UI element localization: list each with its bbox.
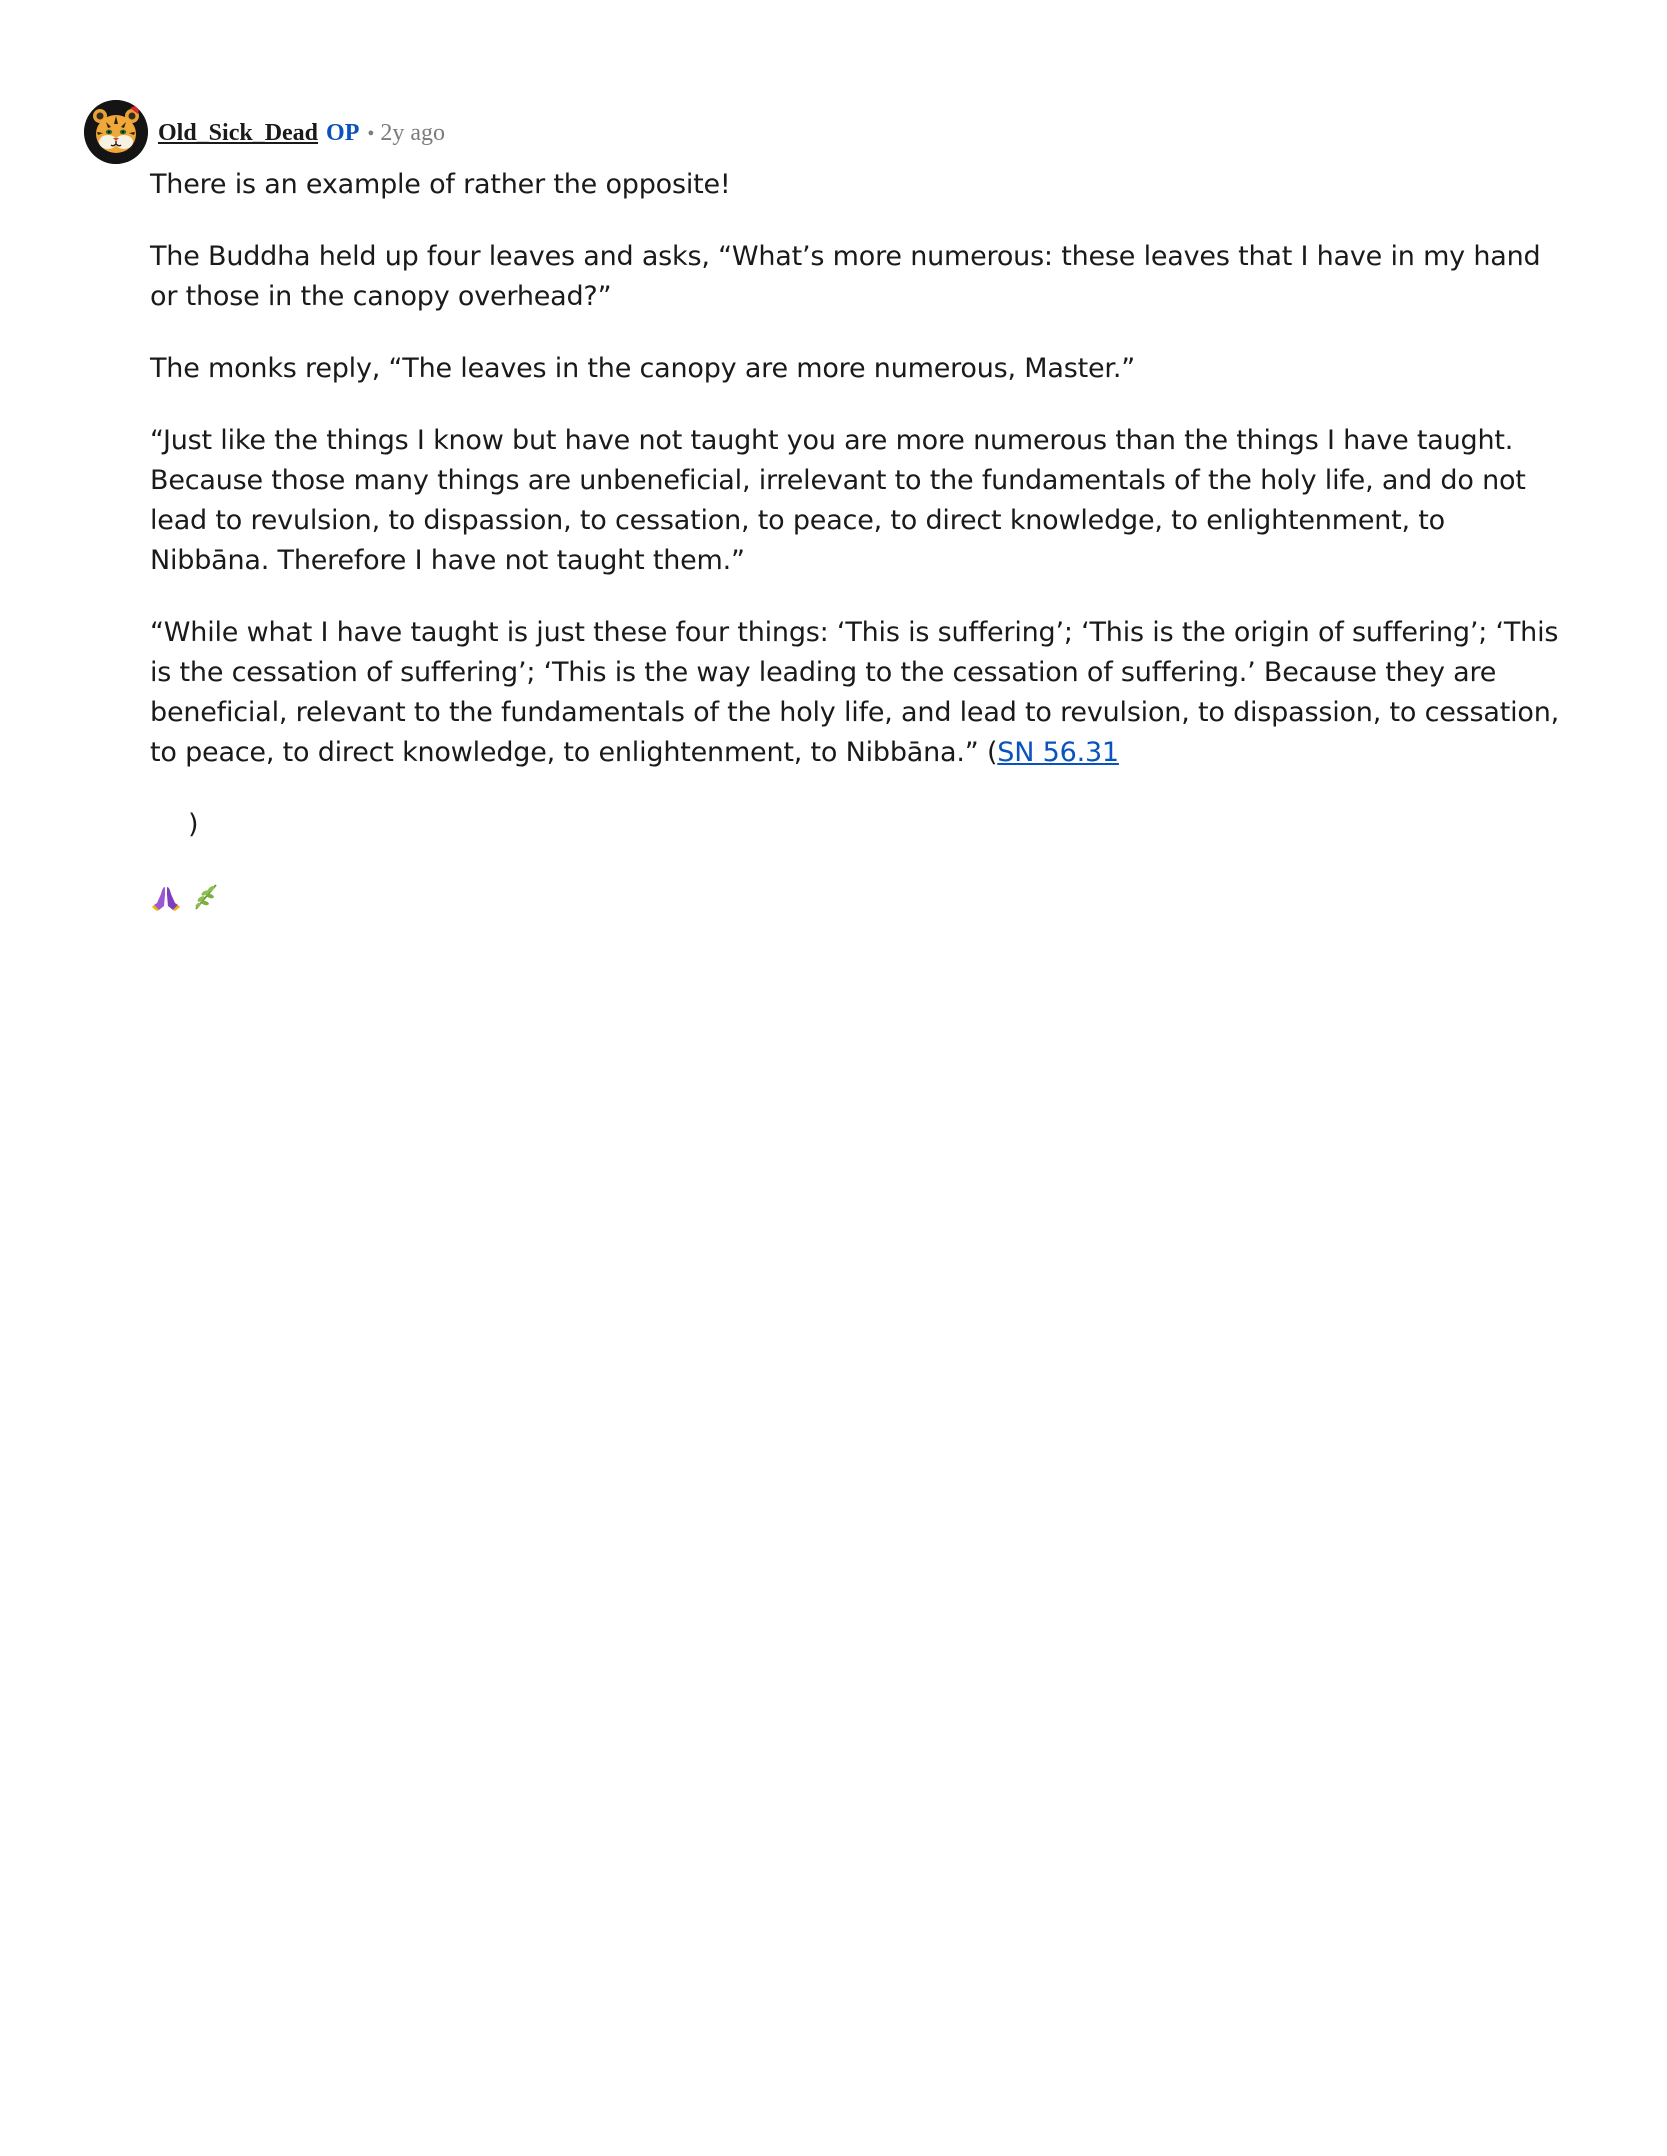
emoji-row bbox=[150, 877, 1564, 917]
comment-paragraph bbox=[150, 613, 1564, 773]
comment-paragraph: There is an example of rather the opposite! bbox=[150, 169, 731, 200]
meta-separator: • bbox=[367, 122, 375, 145]
folded-hands-icon bbox=[150, 881, 182, 913]
tiger-avatar-icon[interactable] bbox=[84, 100, 148, 164]
comment-timestamp: 2y ago bbox=[380, 119, 446, 146]
comment-paragraph: The Buddha held up four leaves and asks, “What’s more numerous: these leaves that I have in my hand or those in the canopy overhead?” bbox=[150, 241, 1541, 312]
comment-body bbox=[150, 165, 1564, 917]
username-link[interactable]: Old_Sick_Dead bbox=[158, 119, 319, 146]
closing-paren: ) bbox=[188, 809, 199, 840]
comment-paragraph: The monks reply, “The leaves in the canopy are more numerous, Master.” bbox=[150, 353, 1135, 384]
sutta-reference-link[interactable]: SN 56.31 bbox=[997, 737, 1119, 768]
op-badge: OP bbox=[326, 119, 360, 146]
comment-paragraph-text: “While what I have taught is just these four things: ‘This is suffering’; ‘This is the origin of suffering’; ‘This is the cessation of suffering’; ‘This is the way leading to the cessation of suffering.’ Because they are beneficial, relevant to the fundamentals of the holy life, and lead to revulsion, to dispassion, to cessation, to peace, to direct knowledge, to enlightenment, to Nibbāna.” ( bbox=[150, 617, 1560, 768]
comment-paragraph: “Just like the things I know but have not taught you are more numerous than the things I have taught. Because those many things are unbeneficial, irrelevant to the fundamentals of the holy life, and do not lead to revulsion, to dispassion, to cessation, to peace, to direct knowledge, to enlightenment, to Nibbāna. Therefore I have not taught them.” bbox=[150, 425, 1526, 576]
herb-icon bbox=[190, 881, 222, 913]
comment-header bbox=[84, 99, 1564, 165]
comment bbox=[84, 99, 1564, 917]
comment-meta bbox=[158, 120, 445, 147]
